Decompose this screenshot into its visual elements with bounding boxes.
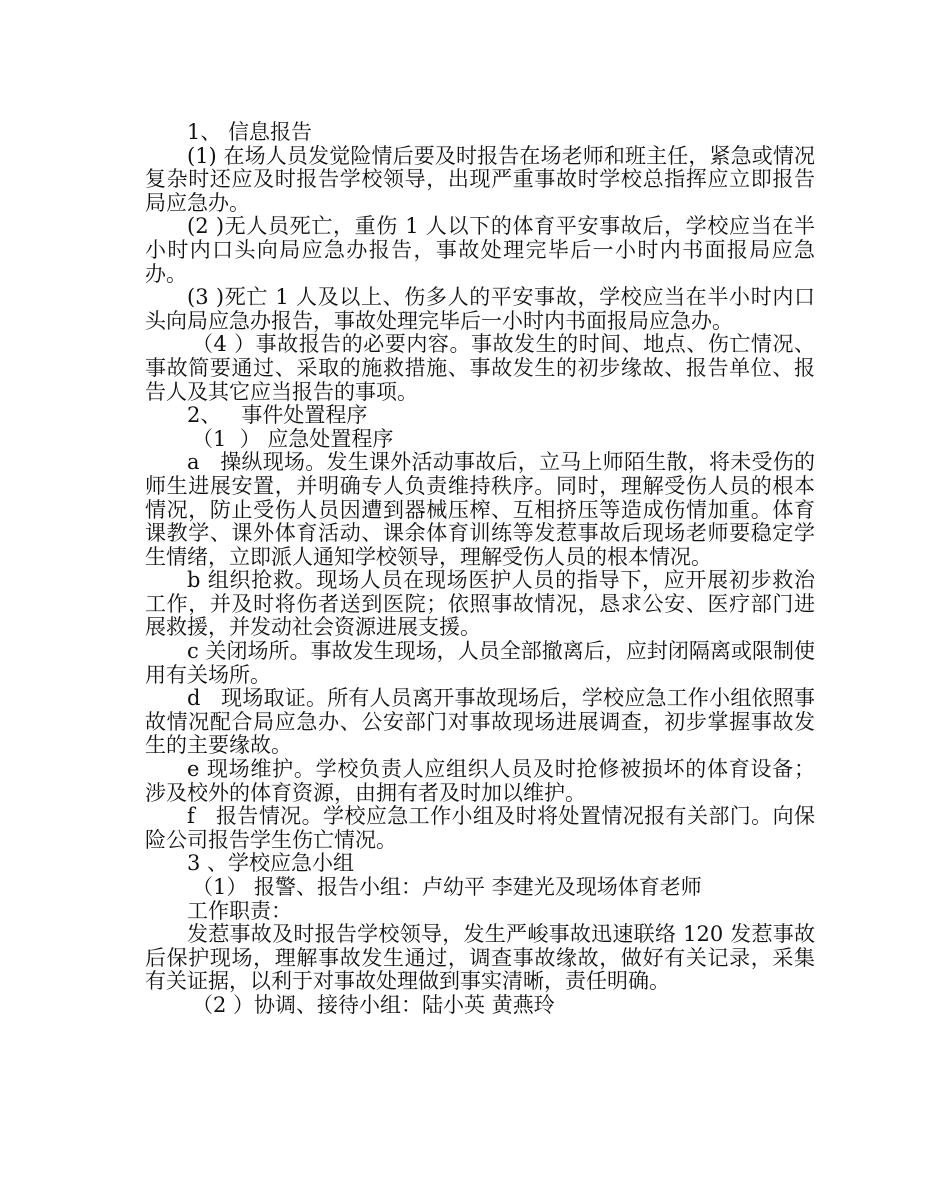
section-heading-emergency-team: 3 、学校应急小组 [187, 851, 355, 876]
subheading-coordination-team: （2 ）协调、接待小组：陆小英 黄燕玲 [192, 992, 555, 1017]
paragraph-report-2: (2 )无人员死亡，重伤 1 人以下的体育平安事故后，学校应当在半小时内口头向局应急办报告，事故处理完毕后一小时内书面报局应急办。 [145, 214, 815, 286]
label-duties: 工作职责： [187, 898, 292, 923]
paragraph-report-3: (3 )死亡 1 人及以上、伤多人的平安事故，学校应当在半小时内口头向局应急办报告，事故处理完毕后一小时内书面报局应急办。 [145, 285, 815, 333]
paragraph-step-e: e 现场维护。学校负责人应组织人员及时抢修被损坏的体育设备；涉及校外的体育资源，由拥有者及时加以维护。 [145, 757, 815, 805]
subheading-alarm-team: （1） 报警、报告小组：卢幼平 李建光及现场体育老师 [192, 875, 702, 899]
document-body [145, 121, 815, 1018]
section-heading-procedure: 2、 事件处置程序 [187, 403, 368, 428]
paragraph-step-c: c 关闭场所。事故发生现场，人员全部撤离后，应封闭隔离或限制使用有关场所。 [145, 639, 815, 687]
paragraph-step-d: d 现场取证。所有人员离开事故现场后，学校应急工作小组依照事故情况配合局应急办、公安部门对事故现场进展调查，初步掌握事故发生的主要缘故。 [145, 686, 815, 758]
section-heading-info-report: 1、 信息报告 [187, 120, 313, 144]
paragraph-report-1: (1) 在场人员发觉险情后要及时报告在场老师和班主任，紧急或情况复杂时还应及时报告学校领导，出现严重事故时学校总指挥应立即报告局应急办。 [145, 143, 815, 215]
paragraph-step-b: b 组织抢救。现场人员在现场医护人员的指导下，应开展初步救治工作，并及时将伤者送到医院；依照事故情况，恳求公安、医疗部门进展救援，并发动社会资源进展支援。 [145, 568, 815, 640]
paragraph-report-4: （4 ）事故报告的必要内容。事故发生的时间、地点、伤亡情况、事故简要通过、采取的施救措施、事故发生的初步缘故、报告单位、报告人及其它应当报告的事项。 [145, 332, 815, 404]
paragraph-step-f: f 报告情况。学校应急工作小组及时将处置情况报有关部门。向保险公司报告学生伤亡情况。 [145, 804, 815, 852]
subheading-emergency-procedure: （1 ） 应急处置程序 [192, 426, 394, 451]
paragraph-duties: 发惹事故及时报告学校领导，发生严峻事故迅速联络 120 发惹事故后保护现场，理解事故发生通过，调查事故缘故，做好有关记录，采集有关证据，以利于对事故处理做到事实清晰，责任明确。 [145, 922, 815, 994]
paragraph-step-a: a 操纵现场。发生课外活动事故后，立马上师陌生散，将未受伤的师生进展安置，并明确专人负责维持秩序。同时，理解受伤人员的根本情况，防止受伤人员因遭到器械压榨、互相挤压等造成伤情加重。体育课教学、课外体育活动、课余体育训练等发惹事故后现场老师要稳定学生情绪，立即派人通知学校领导，理解受伤人员的根本情况。 [145, 450, 815, 569]
